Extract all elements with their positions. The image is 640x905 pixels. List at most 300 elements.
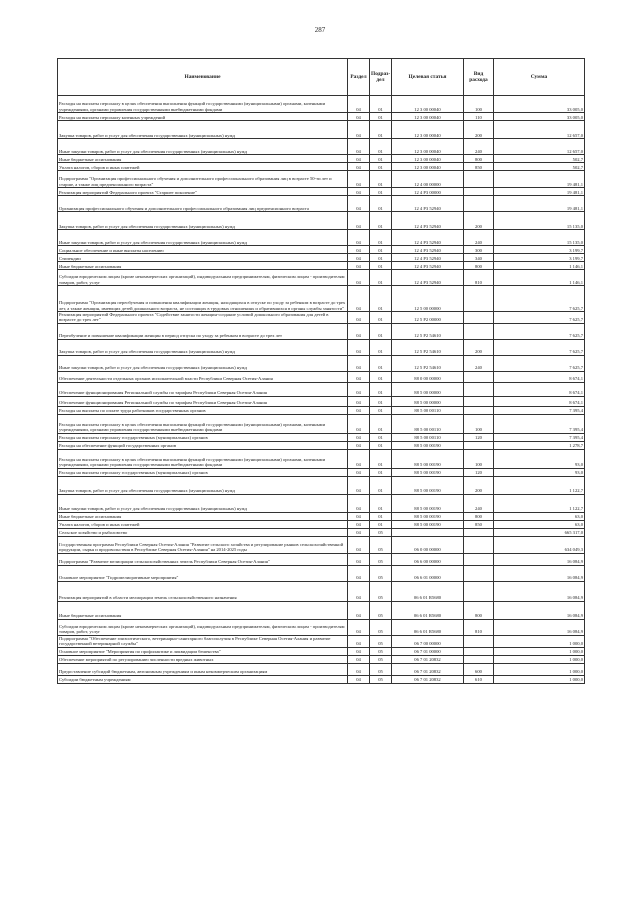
- cell-subsection: 01: [370, 230, 392, 246]
- table-row: [58, 139, 585, 155]
- cell-exp-type: 610: [464, 675, 494, 683]
- cell-subsection: 01: [370, 494, 392, 512]
- cell-name: Реализация мероприятий Федерального проекта "Содействие занятости женщин-создание условий дошкольного образования для детей в возрасте до трех лет": [58, 312, 348, 324]
- cell-sum: 1 278,7: [494, 441, 585, 449]
- cell-target: 06 7 01 00000: [392, 647, 464, 655]
- cell-name: Обеспечение функционирования Региональной службы по тарифам Республики Северная Осетия-Алания: [58, 396, 348, 406]
- cell-subsection: 01: [370, 312, 392, 324]
- table-row: [58, 433, 585, 441]
- table-row: [58, 246, 585, 254]
- cell-section: 04: [348, 663, 370, 675]
- cell-subsection: 01: [370, 254, 392, 262]
- cell-sum: 15 135,0: [494, 230, 585, 246]
- cell-name: Расходы на обеспечение функций государственных органов: [58, 441, 348, 449]
- cell-name: Расходы на выплаты по оплате труда работников государственных органов: [58, 406, 348, 414]
- cell-sum: 63,0: [494, 520, 585, 528]
- cell-name: Расходы на выплаты персоналу в целях обеспечения выполнения функций государственными (муниципальными) органами, казенными учреждениями, органами управления государственными внебюджетными фондами: [58, 449, 348, 468]
- cell-target: 12 4 P3 52940: [392, 230, 464, 246]
- cell-name: Субсидии юридическим лицам (кроме некоммерческих организаций), индивидуальным предпринимателям, физическим лицам - производителям товаров, работ, услуг: [58, 619, 348, 635]
- cell-subsection: 01: [370, 323, 392, 339]
- cell-target: 12 4 P3 52940: [392, 196, 464, 212]
- table-row: [58, 254, 585, 262]
- cell-subsection: 01: [370, 382, 392, 396]
- cell-exp-type: 120: [464, 468, 494, 476]
- cell-exp-type: [464, 382, 494, 396]
- cell-section: 04: [348, 254, 370, 262]
- cell-sum: 1 000,0: [494, 655, 585, 663]
- cell-subsection: 01: [370, 163, 392, 171]
- cell-exp-type: [464, 655, 494, 663]
- cell-name: Иные закупки товаров, работ и услуг для обеспечения государственных (муниципальных) нужд: [58, 139, 348, 155]
- cell-sum: 1 000,0: [494, 647, 585, 655]
- table-row: [58, 619, 585, 635]
- cell-section: 04: [348, 619, 370, 635]
- table-row: [58, 230, 585, 246]
- cell-sum: 7 395,4: [494, 433, 585, 441]
- cell-section: 04: [348, 196, 370, 212]
- cell-target: 88 5 00 00190: [392, 494, 464, 512]
- cell-target: 06 6 01 R5680: [392, 619, 464, 635]
- cell-section: 04: [348, 355, 370, 371]
- table-row: [58, 323, 585, 339]
- cell-name: Реализация мероприятий в области мелиорации земель сельскохозяйственного назначения: [58, 581, 348, 601]
- table-row: [58, 113, 585, 121]
- table-row: [58, 312, 585, 324]
- cell-exp-type: 800: [464, 601, 494, 619]
- cell-name: Закупка товаров, работ и услуг для обеспечения государственных (муниципальных) нужд: [58, 212, 348, 230]
- cell-subsection: 05: [370, 655, 392, 663]
- cell-sum: 502,7: [494, 163, 585, 171]
- cell-name: Подпрограмма "Организация переобучения и повышения квалификации женщин, находящихся в отпуске по уходу за ребенком в возрасте до трех лет, а также женщин, имеющих детей дошкольного возраста, не состоящих в трудовых отношениях и обратившихся в органы службы занятости": [58, 286, 348, 312]
- cell-section: 04: [348, 406, 370, 414]
- cell-sum: 19 481,1: [494, 188, 585, 196]
- cell-target: 88 5 00 00000: [392, 382, 464, 396]
- cell-subsection: 05: [370, 536, 392, 553]
- cell-sum: 1 146,1: [494, 270, 585, 286]
- cell-name: Иные закупки товаров, работ и услуг для обеспечения государственных (муниципальных) нужд: [58, 355, 348, 371]
- table-row: [58, 396, 585, 406]
- cell-sum: 19 481,1: [494, 171, 585, 188]
- cell-section: 04: [348, 520, 370, 528]
- cell-sum: 8 674,1: [494, 396, 585, 406]
- cell-sum: 16 084,9: [494, 565, 585, 581]
- cell-sum: 3 199,7: [494, 254, 585, 262]
- cell-subsection: 01: [370, 246, 392, 254]
- cell-name: Обеспечение мероприятий по регулированию численности вредных животных: [58, 655, 348, 663]
- cell-target: 88 0 00 00000: [392, 371, 464, 382]
- cell-target: 12 4 P3 52940: [392, 262, 464, 270]
- cell-target: 06 7 01 20832: [392, 675, 464, 683]
- cell-section: 04: [348, 494, 370, 512]
- cell-sum: 1 000,0: [494, 675, 585, 683]
- table-row: [58, 188, 585, 196]
- cell-target: 88 5 00 00110: [392, 414, 464, 433]
- cell-subsection: 05: [370, 565, 392, 581]
- cell-section: 04: [348, 262, 370, 270]
- cell-sum: 12 657,0: [494, 121, 585, 139]
- cell-exp-type: 100: [464, 414, 494, 433]
- table-row: [58, 212, 585, 230]
- cell-exp-type: 120: [464, 433, 494, 441]
- cell-subsection: 01: [370, 414, 392, 433]
- table-row: [58, 163, 585, 171]
- table-row: [58, 536, 585, 553]
- cell-exp-type: 100: [464, 449, 494, 468]
- cell-section: 04: [348, 312, 370, 324]
- table-row: [58, 647, 585, 655]
- cell-subsection: 05: [370, 553, 392, 565]
- cell-sum: 1 122,7: [494, 494, 585, 512]
- cell-section: 04: [348, 553, 370, 565]
- cell-name: Расходы на выплаты персоналу государственных (муниципальных) органов: [58, 468, 348, 476]
- cell-section: 04: [348, 565, 370, 581]
- cell-section: 04: [348, 155, 370, 163]
- table-row: [58, 675, 585, 683]
- cell-target: 88 5 00 00190: [392, 468, 464, 476]
- cell-name: Стипендии: [58, 254, 348, 262]
- cell-sum: 93,0: [494, 468, 585, 476]
- table-row: [58, 494, 585, 512]
- cell-exp-type: 340: [464, 254, 494, 262]
- cell-target: 06 0 00 00000: [392, 536, 464, 553]
- cell-target: 12 4 P3 00000: [392, 188, 464, 196]
- cell-section: 04: [348, 323, 370, 339]
- table-row: [58, 476, 585, 494]
- table-row: [58, 635, 585, 647]
- cell-section: 04: [348, 536, 370, 553]
- cell-sum: 33 005,0: [494, 113, 585, 121]
- cell-exp-type: [464, 647, 494, 655]
- cell-exp-type: 200: [464, 339, 494, 355]
- cell-target: 12 4 P3 52940: [392, 246, 464, 254]
- cell-sum: 7 395,4: [494, 406, 585, 414]
- cell-target: 88 5 00 00190: [392, 512, 464, 520]
- budget-table: [57, 58, 585, 684]
- cell-section: 04: [348, 601, 370, 619]
- cell-subsection: 01: [370, 196, 392, 212]
- cell-subsection: 01: [370, 262, 392, 270]
- cell-exp-type: 200: [464, 212, 494, 230]
- cell-subsection: 01: [370, 441, 392, 449]
- cell-exp-type: [464, 581, 494, 601]
- cell-exp-type: 240: [464, 355, 494, 371]
- cell-section: 04: [348, 382, 370, 396]
- cell-name: Иные бюджетные ассигнования: [58, 155, 348, 163]
- cell-sum: 634 049,3: [494, 536, 585, 553]
- page-number: 287: [314, 26, 326, 34]
- header-section: Раздел: [348, 59, 370, 96]
- header-name: Наименование: [58, 59, 348, 96]
- cell-section: 04: [348, 581, 370, 601]
- cell-exp-type: 810: [464, 270, 494, 286]
- cell-section: 04: [348, 655, 370, 663]
- cell-name: Государственная программа Республики Северная Осетия-Алания "Развитие сельского хозяйства и регулирование рынков сельскохозяйственной продукции, сырья и продовольствия в Республике Северная Осетия-Алания" на 2014-2025 годы: [58, 536, 348, 553]
- cell-subsection: 01: [370, 355, 392, 371]
- cell-exp-type: [464, 312, 494, 324]
- cell-exp-type: [464, 635, 494, 647]
- cell-target: 88 5 00 00190: [392, 449, 464, 468]
- cell-name: Обеспечение функционирования Региональной службы по тарифам Республики Северная Осетия-Алания: [58, 382, 348, 396]
- cell-target: 06 6 01 R5680: [392, 601, 464, 619]
- cell-subsection: 05: [370, 635, 392, 647]
- cell-sum: 1 122,7: [494, 476, 585, 494]
- header-subsection: Подраз-дел: [370, 59, 392, 96]
- cell-target: 88 5 00 00190: [392, 476, 464, 494]
- cell-sum: 15 135,0: [494, 212, 585, 230]
- table-row: [58, 286, 585, 312]
- cell-sum: 19 481,1: [494, 196, 585, 212]
- cell-subsection: 01: [370, 449, 392, 468]
- table-row: [58, 96, 585, 113]
- table-row: [58, 196, 585, 212]
- cell-name: Подпрограмма "Организация профессионального обучения и дополнительного профессионального образования лиц в возрасте 50-ти лет и старше, а также лиц предпенсионного возраста": [58, 171, 348, 188]
- cell-target: 12 3 00 00040: [392, 163, 464, 171]
- cell-target: 88 5 00 00110: [392, 406, 464, 414]
- cell-section: 04: [348, 286, 370, 312]
- cell-target: 12 4 00 00000: [392, 171, 464, 188]
- cell-section: 04: [348, 371, 370, 382]
- cell-sum: 1 146,1: [494, 262, 585, 270]
- cell-subsection: 05: [370, 675, 392, 683]
- cell-subsection: 01: [370, 433, 392, 441]
- cell-name: Переобучение и повышение квалификации женщин в период отпуска по уходу за ребенком в возрасте до трех лет: [58, 323, 348, 339]
- cell-section: 04: [348, 476, 370, 494]
- cell-target: 12 4 P3 52940: [392, 270, 464, 286]
- cell-exp-type: [464, 188, 494, 196]
- table-row: [58, 121, 585, 139]
- cell-target: 12 5 00 00000: [392, 286, 464, 312]
- cell-exp-type: [464, 396, 494, 406]
- table-row: [58, 262, 585, 270]
- cell-section: 04: [348, 230, 370, 246]
- cell-name: Расходы на выплаты персоналу в целях обеспечения выполнения функций государственными (муниципальными) органами, казенными учреждениями, органами управления государственными внебюджетными фондами: [58, 414, 348, 433]
- cell-subsection: 05: [370, 581, 392, 601]
- cell-sum: 8 674,1: [494, 371, 585, 382]
- table-row: [58, 371, 585, 382]
- cell-target: 06 7 01 20832: [392, 663, 464, 675]
- cell-sum: 16 084,9: [494, 601, 585, 619]
- cell-exp-type: 800: [464, 262, 494, 270]
- cell-section: 04: [348, 396, 370, 406]
- cell-target: 12 5 P2 54610: [392, 355, 464, 371]
- cell-exp-type: [464, 371, 494, 382]
- table-row: [58, 655, 585, 663]
- cell-target: 88 5 00 00000: [392, 396, 464, 406]
- cell-subsection: 01: [370, 371, 392, 382]
- table-row: [58, 406, 585, 414]
- table-row: [58, 270, 585, 286]
- cell-sum: 63,0: [494, 512, 585, 520]
- cell-name: Иные бюджетные ассигнования: [58, 601, 348, 619]
- cell-exp-type: [464, 565, 494, 581]
- table-row: [58, 449, 585, 468]
- cell-exp-type: [464, 441, 494, 449]
- cell-target: 88 5 00 00190: [392, 441, 464, 449]
- cell-name: Уплата налогов, сборов и иных платежей: [58, 163, 348, 171]
- table-row: [58, 528, 585, 536]
- cell-exp-type: 100: [464, 96, 494, 113]
- cell-exp-type: 110: [464, 113, 494, 121]
- cell-exp-type: 240: [464, 230, 494, 246]
- cell-section: 04: [348, 528, 370, 536]
- cell-target: 88 5 00 00110: [392, 433, 464, 441]
- cell-sum: 7 625,7: [494, 339, 585, 355]
- cell-target: 12 3 00 00040: [392, 139, 464, 155]
- cell-exp-type: 300: [464, 246, 494, 254]
- cell-target: 12 5 P2 54610: [392, 339, 464, 355]
- cell-subsection: 01: [370, 270, 392, 286]
- cell-section: 04: [348, 113, 370, 121]
- cell-section: 04: [348, 270, 370, 286]
- cell-section: 04: [348, 441, 370, 449]
- cell-subsection: 01: [370, 139, 392, 155]
- cell-name: Подпрограмма "Развитие мелиорации сельскохозяйственных земель Республики Северная Осетия-Алания": [58, 553, 348, 565]
- cell-sum: 16 084,9: [494, 619, 585, 635]
- cell-target: 12 3 00 00040: [392, 113, 464, 121]
- cell-subsection: 05: [370, 619, 392, 635]
- cell-exp-type: [464, 171, 494, 188]
- cell-sum: 12 657,0: [494, 139, 585, 155]
- cell-name: Подпрограмма "Обеспечение эпизоотического, ветеринарно-санитарного благополучия в Республике Северная Осетия-Алания и развитие государственной ветеринарной службы": [58, 635, 348, 647]
- cell-name: Расходы на выплаты персоналу государственных (муниципальных) органов: [58, 433, 348, 441]
- cell-exp-type: 600: [464, 663, 494, 675]
- cell-subsection: 01: [370, 512, 392, 520]
- cell-exp-type: [464, 536, 494, 553]
- cell-name: Расходы на выплаты персоналу казенных учреждений: [58, 113, 348, 121]
- cell-exp-type: 800: [464, 512, 494, 520]
- cell-exp-type: 850: [464, 163, 494, 171]
- cell-subsection: 01: [370, 520, 392, 528]
- cell-target: 12 3 00 00040: [392, 96, 464, 113]
- cell-subsection: 01: [370, 113, 392, 121]
- cell-section: 04: [348, 212, 370, 230]
- cell-section: 04: [348, 675, 370, 683]
- cell-section: 04: [348, 468, 370, 476]
- cell-exp-type: 240: [464, 494, 494, 512]
- cell-section: 04: [348, 139, 370, 155]
- cell-section: 04: [348, 512, 370, 520]
- cell-name: Субсидии бюджетным учреждениям: [58, 675, 348, 683]
- header-target: Целевая статья: [392, 59, 464, 96]
- table-row: [58, 171, 585, 188]
- table-row: [58, 520, 585, 528]
- cell-exp-type: [464, 528, 494, 536]
- cell-exp-type: 850: [464, 520, 494, 528]
- cell-name: Закупка товаров, работ и услуг для обеспечения государственных (муниципальных) нужд: [58, 476, 348, 494]
- cell-sum: 3 199,7: [494, 246, 585, 254]
- cell-section: 04: [348, 171, 370, 188]
- cell-sum: 7 625,7: [494, 323, 585, 339]
- header-sum: Сумма: [494, 59, 585, 96]
- table-row: [58, 565, 585, 581]
- cell-section: 04: [348, 647, 370, 655]
- cell-subsection: 01: [370, 212, 392, 230]
- cell-name: Сельское хозяйство и рыболовство: [58, 528, 348, 536]
- cell-target: 12 4 P3 52940: [392, 254, 464, 262]
- cell-section: 04: [348, 246, 370, 254]
- cell-subsection: 01: [370, 188, 392, 196]
- cell-target: 06 7 00 00000: [392, 635, 464, 647]
- table-row: [58, 468, 585, 476]
- table-row: [58, 663, 585, 675]
- cell-target: [392, 528, 464, 536]
- cell-subsection: 01: [370, 406, 392, 414]
- cell-subsection: 01: [370, 396, 392, 406]
- cell-exp-type: [464, 196, 494, 212]
- cell-sum: 16 084,9: [494, 581, 585, 601]
- cell-sum: 7 395,4: [494, 414, 585, 433]
- cell-section: 04: [348, 188, 370, 196]
- cell-section: 04: [348, 339, 370, 355]
- cell-sum: 1 000,0: [494, 635, 585, 647]
- cell-target: 12 5 P2 54610: [392, 323, 464, 339]
- cell-sum: 16 084,9: [494, 553, 585, 565]
- cell-sum: 33 005,0: [494, 96, 585, 113]
- cell-target: 06 6 01 R5680: [392, 581, 464, 601]
- cell-name: Расходы на выплаты персоналу в целях обеспечения выполнения функций государственными (муниципальными) органами, казенными учреждениями, органами управления государственными внебюджетными фондами: [58, 96, 348, 113]
- cell-name: Субсидии юридическим лицам (кроме некоммерческих организаций), индивидуальным предпринимателям, физическим лицам - производителям товаров, работ, услуг: [58, 270, 348, 286]
- cell-name: Иные закупки товаров, работ и услуг для обеспечения государственных (муниципальных) нужд: [58, 230, 348, 246]
- cell-target: 12 3 00 00040: [392, 121, 464, 139]
- cell-section: 04: [348, 96, 370, 113]
- cell-name: Реализация мероприятий Федерального проекта "Старшее поколение": [58, 188, 348, 196]
- header-exp-type: Вид расхода: [464, 59, 494, 96]
- cell-exp-type: [464, 553, 494, 565]
- cell-sum: 7 625,7: [494, 355, 585, 371]
- cell-name: Закупка товаров, работ и услуг для обеспечения государственных (муниципальных) нужд: [58, 339, 348, 355]
- cell-exp-type: 800: [464, 155, 494, 163]
- cell-section: 04: [348, 433, 370, 441]
- cell-name: Уплата налогов, сборов и иных платежей: [58, 520, 348, 528]
- cell-name: Иные закупки товаров, работ и услуг для обеспечения государственных (муниципальных) нужд: [58, 494, 348, 512]
- table-row: [58, 553, 585, 565]
- cell-subsection: 01: [370, 96, 392, 113]
- cell-name: Предоставление субсидий бюджетным, автономным учреждениям и иным некоммерческим организациям: [58, 663, 348, 675]
- cell-sum: 7 625,7: [494, 286, 585, 312]
- cell-sum: 1 000,0: [494, 663, 585, 675]
- table-row: [58, 382, 585, 396]
- cell-sum: 665 317,0: [494, 528, 585, 536]
- cell-subsection: 05: [370, 663, 392, 675]
- cell-subsection: 05: [370, 601, 392, 619]
- cell-exp-type: 200: [464, 476, 494, 494]
- cell-name: Организация профессионального обучения и дополнительного профессионального образования лиц предпенсионного возраста: [58, 196, 348, 212]
- cell-name: Иные бюджетные ассигнования: [58, 512, 348, 520]
- table-row: [58, 355, 585, 371]
- table-row: [58, 512, 585, 520]
- table-row: [58, 339, 585, 355]
- cell-section: 04: [348, 121, 370, 139]
- cell-name: Закупка товаров, работ и услуг для обеспечения государственных (муниципальных) нужд: [58, 121, 348, 139]
- cell-target: 12 5 P2 00000: [392, 312, 464, 324]
- cell-exp-type: 240: [464, 139, 494, 155]
- table-row: [58, 441, 585, 449]
- cell-name: Основное мероприятие "Мероприятия по профилактике и ликвидации бешенства": [58, 647, 348, 655]
- table-row: [58, 155, 585, 163]
- cell-name: Обеспечение деятельности отдельных органов исполнительной власти Республики Северная Осетия-Алания: [58, 371, 348, 382]
- cell-subsection: 01: [370, 468, 392, 476]
- cell-target: 06 6 01 00000: [392, 565, 464, 581]
- cell-exp-type: 200: [464, 121, 494, 139]
- cell-name: Основное мероприятие "Гидромелиоративные мероприятия": [58, 565, 348, 581]
- cell-subsection: 01: [370, 339, 392, 355]
- cell-target: 06 7 01 20832: [392, 655, 464, 663]
- cell-name: Социальное обеспечение и иные выплаты населению: [58, 246, 348, 254]
- table-row: [58, 414, 585, 433]
- cell-section: 04: [348, 635, 370, 647]
- cell-subsection: 01: [370, 171, 392, 188]
- cell-section: 04: [348, 414, 370, 433]
